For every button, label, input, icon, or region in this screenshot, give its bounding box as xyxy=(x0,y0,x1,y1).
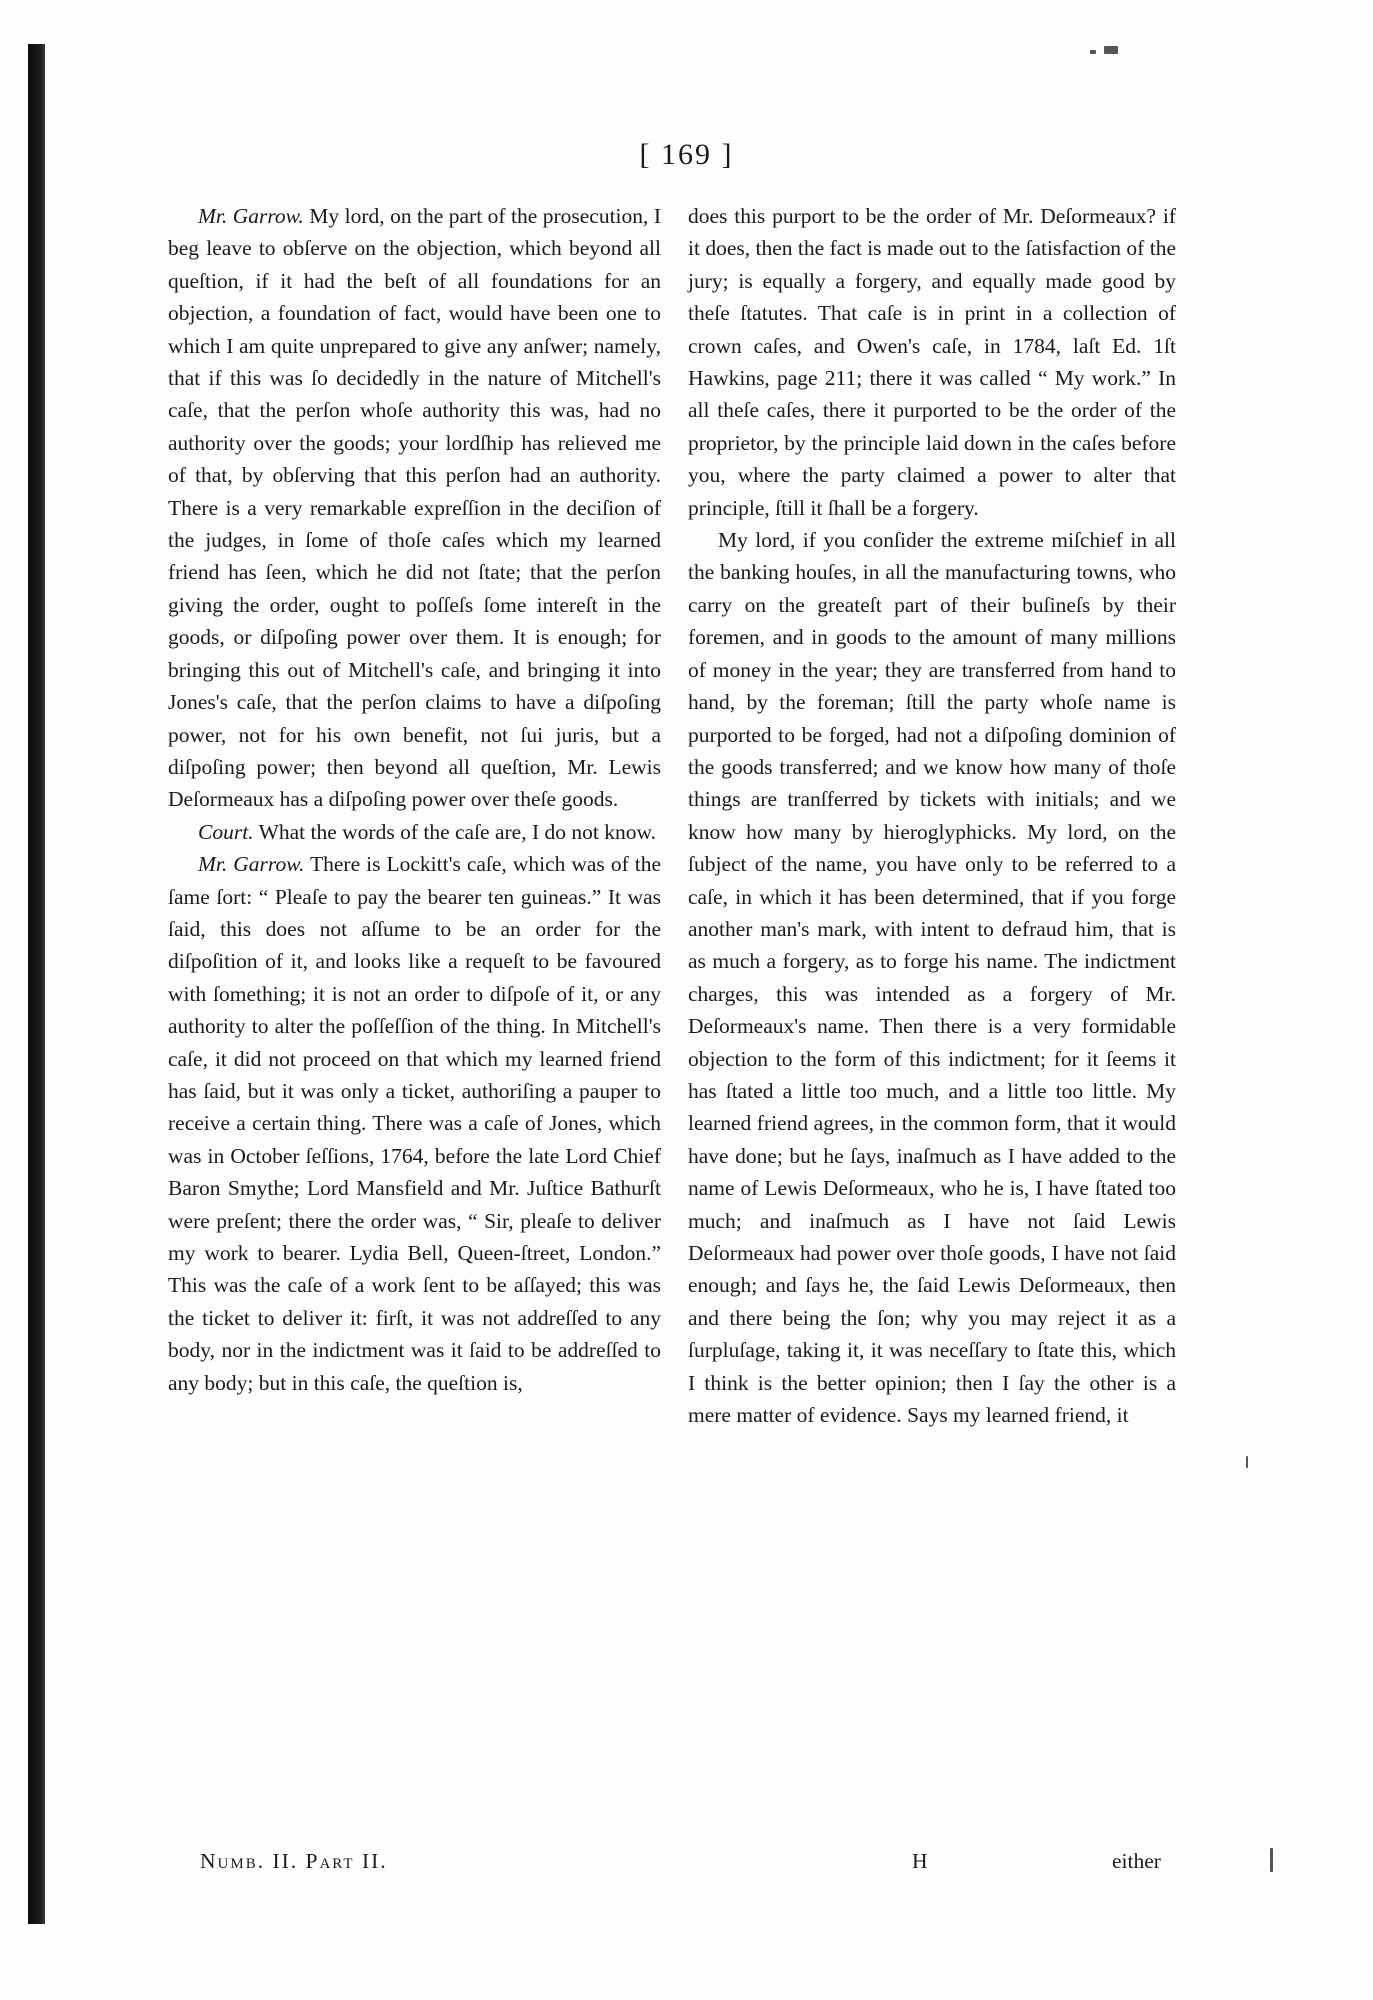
ink-speck xyxy=(1246,1456,1248,1468)
signature-line: Numb. II. Part II. xyxy=(200,1849,388,1873)
speaker-name: Court. xyxy=(198,819,254,844)
binding-shadow xyxy=(28,44,45,1924)
paragraph-text: My lord, on the part of the prosecution, I beg leave to obſerve on the objection, which beyond all queſtion, if it had the beſt of all foundations for an objection, a foundation of fact, would have been one to which I am quite unprepared to give any anſwer; namely, that if this was ſo decidedly in the nature of Mitchell's caſe, that the perſon whoſe authority this was, had no authority over the goods; your lordſhip has relieved me of that, by obſerving that this perſon had an authority. There is a very remarkable expreſſion in the deciſion of the judges, in ſome of thoſe caſes which my learned friend has ſeen, which he did not ſtate; that the perſon giving the order, ought to poſſeſs ſome intereſt in the goods, or diſpoſing power over them. It is enough; for bringing this out of Mitchell's caſe, and bringing it into Jones's caſe, that the perſon claims to have a diſpoſing power, not for his own benefit, not ſui juris, but a diſpoſing power; then beyond all queſtion, Mr. Lewis Deſormeaux has a diſpoſing power over theſe goods. xyxy=(168,204,662,812)
left-column xyxy=(168,200,661,1399)
right-column xyxy=(688,200,1176,1431)
paragraph xyxy=(688,524,1176,1431)
ink-speck xyxy=(1104,46,1118,54)
ink-speck xyxy=(1090,50,1096,54)
paragraph-text: My lord, if you conſider the extreme miſchief in all the banking houſes, in all the manufacturing towns, who carry on the greateſt part of their buſineſs by their foremen, and in goods to the amount of many millions of money in the year; they are transferred from hand to hand, by the foreman; ſtill the party whoſe name is purported to be forged, had not a diſpoſing dominion of the goods transferred; and we know how many of thoſe things are tranſferred by tickets with initials; and we know how many by hieroglyphicks. My lord, on the ſubject of the name, you have only to be referred to a caſe, in which it has been determined, that if you forge another man's mark, with intent to defraud him, that is as much a forgery, as to forge his name. The indictment charges, this was intended as a forgery of Mr. Deſormeaux's name. Then there is a very formidable objection to the form of this indictment; for it ſeems it has ſtated a little too much, and a little too little. My learned friend agrees, in the common form, that it would have done; but he ſays, inaſmuch as I have added to the name of Lewis Deſormeaux, who he is, I have ſtated too much; and inaſmuch as I have not ſaid Lewis Deſormeaux had power over thoſe goods, I have not ſaid enough; and ſays he, the ſaid Lewis Deſormeaux, then and there being the ſon; why you may reject it as a ſurpluſage, taking it, it was neceſſary to ſtate this, which I think is the better opinion; then I ſay the other is a mere matter of evidence. Says my learned friend, it xyxy=(688,528,1176,1428)
paragraph xyxy=(168,848,661,1399)
paragraph-text: There is Lockitt's caſe, which was of the ſame ſort: “ Pleaſe to pay the bearer ten guineas.” It was ſaid, this does not aſſume to be an order for the diſpoſition of it, and looks like a requeſt to be favoured with ſomething; it is not an order to diſpoſe of it, or any authority to alter the poſſeſſion of the thing. In Mitchell's caſe, it did not proceed on that which my learned friend has ſaid, but it was only a ticket, authoriſing a pauper to receive a certain thing. There was a caſe of Jones, which was in October ſeſſions, 1764, before the late Lord Chief Baron Smythe; Lord Mansfield and Mr. Juſtice Bathurſt were preſent; there the order was, “ Sir, pleaſe to deliver my work to bearer. Lydia Bell, Queen-ſtreet, London.” This was the caſe of a work ſent to be aſſayed; this was the ticket to deliver it: firſt, it was not addreſſed to any body, nor in the indictment was it ſaid to be addreſſed to any body; but in this caſe, the queſtion is, xyxy=(168,852,661,1395)
speaker-name: Mr. Garrow. xyxy=(198,852,305,877)
speaker-name: Mr. Garrow. xyxy=(198,204,304,228)
paragraph-text: does this purport to be the order of Mr. Deſormeaux? if it does, then the fact is made out to the ſatisfaction of the jury; is equally a forgery, and equally made good by theſe ſtatutes. That caſe is in print in a collection of crown caſes, and Owen's caſe, in 1784, laſt Ed. 1ſt Hawkins, page 211; there it was called “ My work.” In all theſe caſes, there it purported to be the order of the proprietor, by the principle laid down in the caſes before you, where the party claimed a power to alter that principle, ſtill it ſhall be a forgery. xyxy=(688,204,1176,520)
paragraph xyxy=(688,200,1176,524)
paragraph xyxy=(168,200,661,816)
paragraph xyxy=(168,816,661,848)
page-number: [ 169 ] xyxy=(639,138,734,171)
catchword: either xyxy=(1112,1849,1161,1873)
signature-mark: H xyxy=(912,1849,928,1873)
ink-speck xyxy=(1270,1848,1273,1872)
paragraph-text: What the words of the caſe are, I do not know. xyxy=(258,819,656,844)
